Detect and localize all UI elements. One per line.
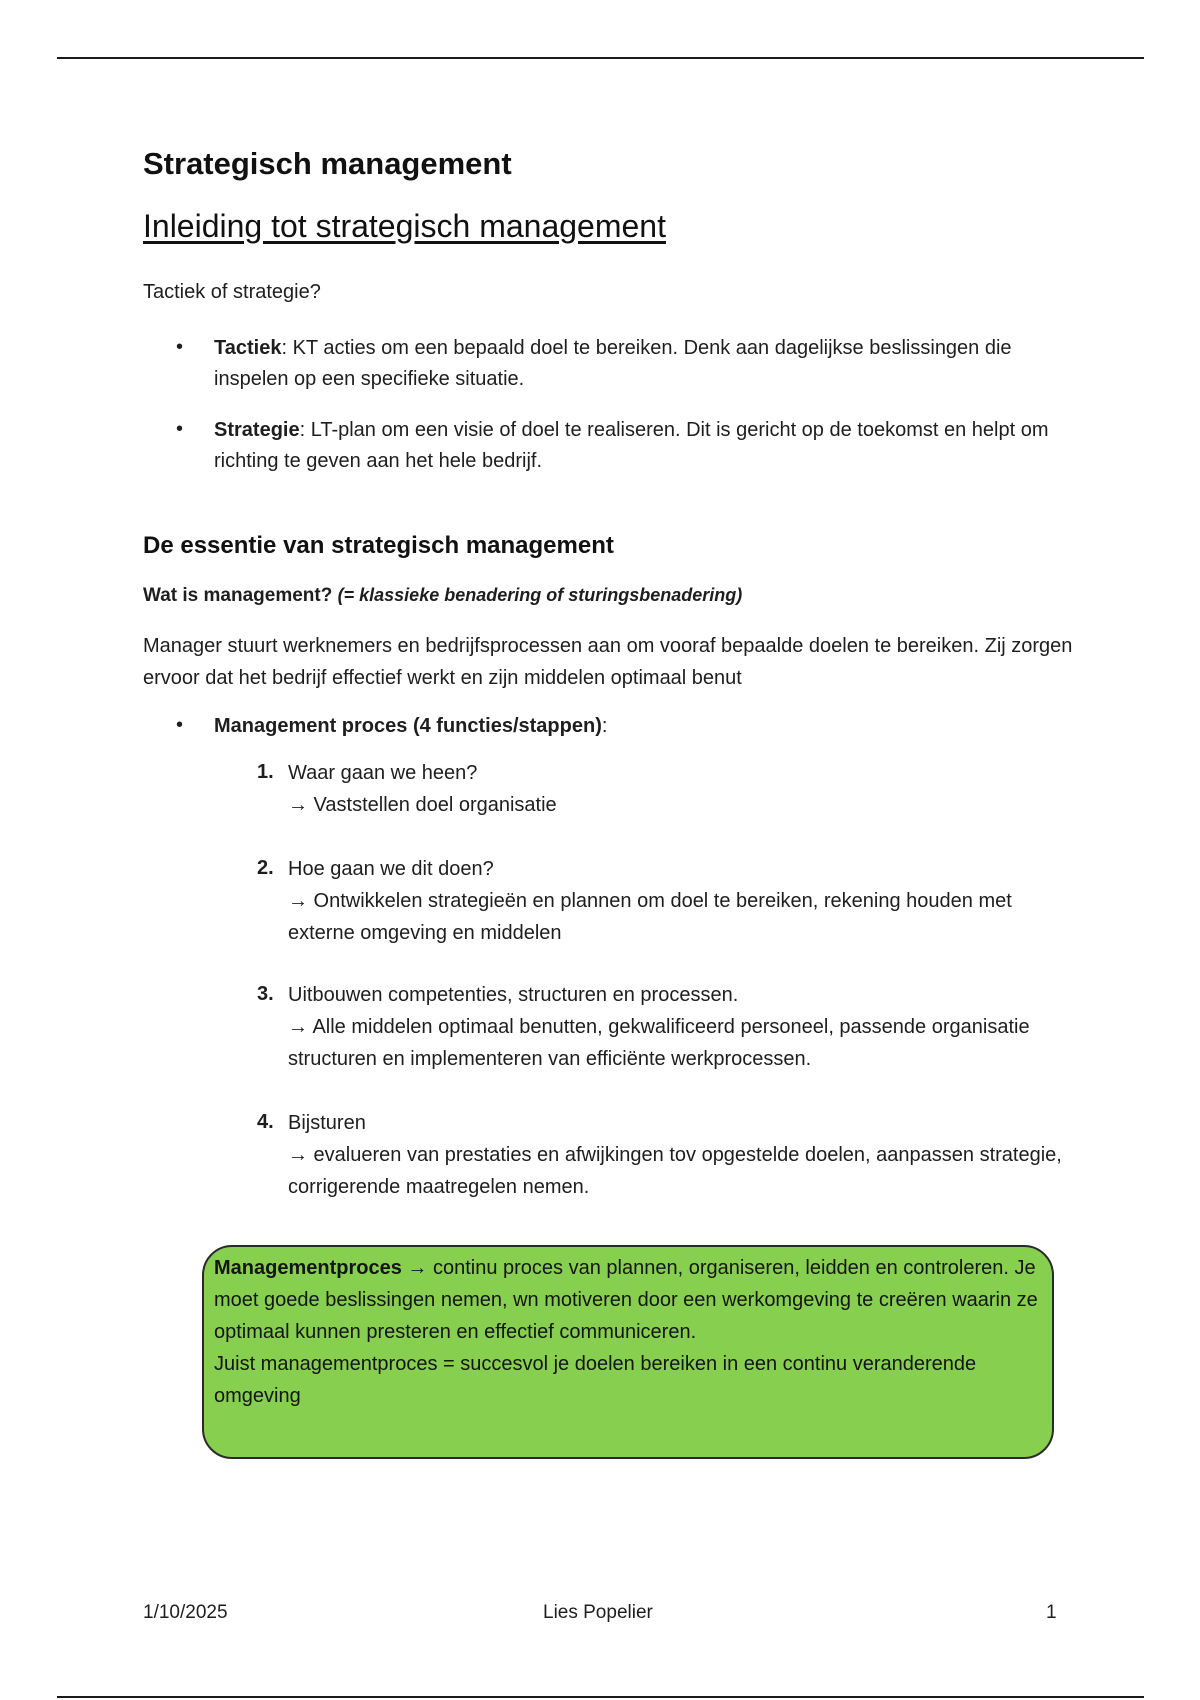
step-item (288, 979, 1078, 1075)
definition-text: : LT-plan om een visie of doel te realiseren. Dit is gericht op de toekomst en helpt om richting te geven aan het hele bedrijf. (214, 419, 1049, 472)
subheading-label: Wat is management? (143, 585, 333, 606)
definition-term: Tactiek (214, 337, 282, 359)
callout-text (214, 1252, 1059, 1412)
callout-conclusion: Juist managementproces = succesvol je doelen bereiken in een continu veranderende omgeving (214, 1353, 977, 1407)
step-number: 3. (257, 983, 274, 1005)
intro-question: Tactiek of strategie? (143, 281, 321, 303)
footer-page-number: 1 (1046, 1602, 1057, 1623)
section-heading: De essentie van strategisch management (143, 532, 614, 559)
bullet-icon: • (176, 714, 184, 736)
header-rule (57, 57, 1144, 59)
step-detail: → Alle middelen optimaal benutten, gekwalificeerd personeel, passende organisatie structuren en implementeren van efficiënte werkprocessen. (288, 1016, 1030, 1070)
definition-tactiek (214, 333, 1074, 395)
definition-term: Strategie (214, 419, 300, 441)
callout-body: → continu proces van plannen, organiseren, leidden en controleren. Je moet goede beslissingen nemen, wn motiveren door een werkomgeving te creëren waarin ze optimaal kunnen presteren en effectief communiceren. (214, 1257, 1038, 1343)
footer-rule (57, 1696, 1144, 1698)
process-suffix: : (601, 715, 608, 737)
subheading (143, 585, 742, 607)
footer-author: Lies Popelier (543, 1602, 653, 1623)
step-title: Bijsturen (288, 1112, 366, 1134)
bullet-icon: • (176, 336, 184, 358)
step-item (288, 1107, 1078, 1203)
step-detail: → evalueren van prestaties en afwijkingen tov opgestelde doelen, aanpassen strategie, corrigerende maatregelen nemen. (288, 1144, 1062, 1198)
bullet-icon: • (176, 418, 184, 440)
step-title: Hoe gaan we dit doen? (288, 858, 494, 880)
step-title: Waar gaan we heen? (288, 762, 478, 784)
callout-term: Managementproces (214, 1257, 402, 1279)
subheading-note: (= klassieke benadering of sturingsbenadering) (337, 585, 743, 605)
footer-date: 1/10/2025 (143, 1602, 228, 1623)
step-item (288, 757, 1078, 821)
step-number: 2. (257, 857, 274, 879)
process-bullet (214, 711, 1074, 742)
step-number: 4. (257, 1111, 274, 1133)
definition-text: : KT acties om een bepaald doel te bereiken. Denk aan dagelijkse beslissingen die inspelen op een specifieke situatie. (214, 337, 1012, 390)
definition-strategie (214, 415, 1074, 477)
step-number: 1. (257, 761, 274, 783)
step-detail: → Ontwikkelen strategieën en plannen om doel te bereiken, rekening houden met externe omgeving en middelen (288, 890, 1012, 944)
subtitle: Inleiding tot strategisch management (143, 208, 666, 244)
page-title: Strategisch management (143, 146, 512, 181)
process-label: Management proces (4 functies/stappen) (214, 715, 602, 737)
step-item (288, 853, 1078, 949)
step-title: Uitbouwen competenties, structuren en processen. (288, 984, 739, 1006)
management-paragraph: Manager stuurt werknemers en bedrijfsprocessen aan om vooraf bepaalde doelen te bereiken. Zij zorgen ervoor dat het bedrijf effectief werkt en zijn middelen optimaal benut (143, 635, 1073, 689)
step-detail: → Vaststellen doel organisatie (288, 794, 557, 816)
